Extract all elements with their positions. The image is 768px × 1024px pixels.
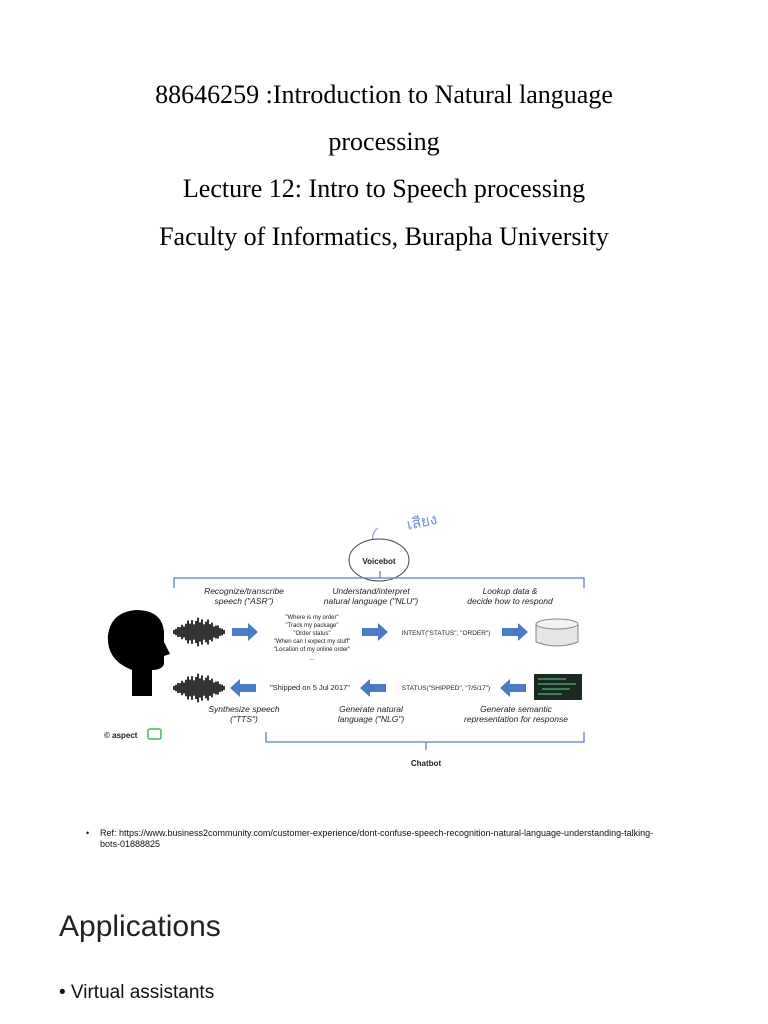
waveform-output-icon xyxy=(174,674,224,703)
database-icon xyxy=(536,619,578,646)
arrow-lookup xyxy=(502,623,528,641)
arrow-tts xyxy=(230,679,256,697)
nlg-label-1: Generate natural xyxy=(339,704,403,714)
nlg-label-2: language ("NLG") xyxy=(337,714,405,724)
aspect-logo: © aspect xyxy=(104,731,138,740)
intent-text: INTENT("STATUS", "ORDER") xyxy=(401,630,491,637)
utterance-2: "Track my package" xyxy=(285,623,339,629)
arrow-semantic xyxy=(500,679,526,697)
utterance-4: "When can I expect my stuff" xyxy=(273,639,351,645)
arrow-nlu xyxy=(362,623,388,641)
applications-heading: Applications xyxy=(59,910,221,943)
aspect-logo-mark xyxy=(148,729,161,739)
voicebot-label: Voicebot xyxy=(362,557,396,566)
status-text: STATUS("SHIPPED", "7/5/17") xyxy=(401,685,491,692)
course-title-line1: 88646259 :Introduction to Natural language xyxy=(155,80,613,109)
faculty-line: Faculty of Informatics, Burapha University xyxy=(159,222,609,251)
list-item: • Virtual assistants xyxy=(59,982,215,1003)
nlu-label-1: Understand/interpret xyxy=(332,586,410,596)
code-screen-icon xyxy=(534,674,582,700)
head-silhouette-icon xyxy=(108,610,170,696)
handwritten-note: เสียง xyxy=(405,510,439,534)
reference-link[interactable]: Ref: https://www.business2community.com/customer-experience/dont-confuse-speech-recognition-natural-language-understanding-talking-bots-01888825 xyxy=(100,828,654,849)
reference-bullet: • xyxy=(86,828,90,838)
tts-label-1: Synthesize speech xyxy=(208,704,280,714)
chatbot-bracket xyxy=(266,732,584,750)
semantic-label-2: representation for response xyxy=(464,714,568,724)
waveform-input-icon xyxy=(174,618,224,647)
asr-label-1: Recognize/transcribe xyxy=(204,586,284,596)
lookup-label-2: decide how to respond xyxy=(467,596,553,606)
lookup-label-1: Lookup data & xyxy=(482,586,538,596)
chatbot-label: Chatbot xyxy=(410,759,442,768)
utterance-6: ... xyxy=(309,656,315,662)
semantic-label-1: Generate semantic xyxy=(480,704,552,714)
tts-label-2: ("TTS") xyxy=(230,714,258,724)
course-title-line2: processing xyxy=(328,127,440,156)
asr-label-2: speech ("ASR") xyxy=(214,596,274,606)
nlu-label-2: natural language ("NLU") xyxy=(323,596,419,606)
utterance-1: "Where is my order" xyxy=(285,615,339,621)
voicebot-diagram xyxy=(96,500,596,780)
shipped-text: "Shipped on 5 Jul 2017" xyxy=(270,683,350,692)
utterance-5: "Location of my online order" xyxy=(273,647,351,653)
utterance-3: "Order status" xyxy=(293,631,331,637)
arrow-nlg xyxy=(360,679,386,697)
lecture-title: Lecture 12: Intro to Speech processing xyxy=(182,174,586,203)
arrow-asr xyxy=(232,623,258,641)
